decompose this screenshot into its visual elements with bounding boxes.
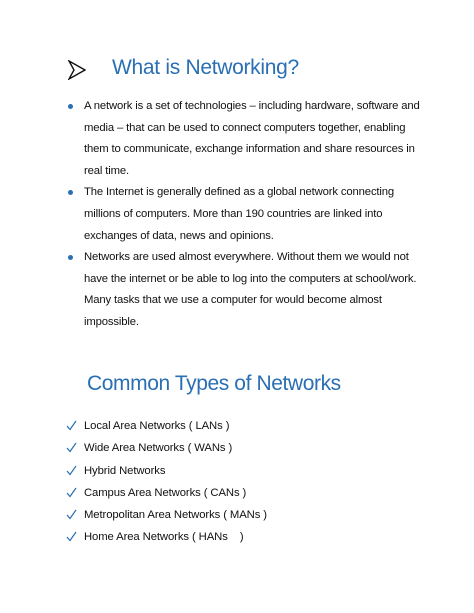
list-item [66,415,426,437]
checkmark-icon [66,509,77,520]
bullet-line: Many tasks that we use a computer for would become almost [84,294,382,307]
checkmark-icon [66,420,77,431]
bullet-line: impossible. [84,315,139,328]
bullet-line: millions of computers. More than 190 countries are linked into [84,207,383,220]
list-item [66,526,426,548]
bullet-line: have the internet or be able to log into the computers at school/work. [84,272,417,285]
bullet-line: Networks are used almost everywhere. Without them we would not [84,251,409,264]
list-item-label: Campus Area Networks ( CANs ) [84,486,247,499]
checkmark-icon [66,531,77,542]
bullet-line: them to communicate, exchange information and share resources in [84,143,415,156]
bullet-line: A network is a set of technologies – including hardware, software and [84,100,420,112]
section-heading-networking [68,56,448,88]
dot-icon [68,104,73,109]
list-item-label: Home Area Networks ( HANs ) [84,531,244,544]
bullet-item [66,247,436,333]
list-item-label: Hybrid Networks [84,464,166,477]
bullet-line: media – that can be used to connect computers together, enabling [84,121,406,134]
checkmark-icon [66,442,77,453]
list-item [66,460,426,482]
bullet-line: The Internet is generally defined as a global network connecting [84,186,395,199]
section-title: What is Networking? [112,56,299,79]
bullet-item [66,96,436,182]
list-item-label: Local Area Networks ( LANs ) [84,420,230,432]
list-item-label: Wide Area Networks ( WANs ) [84,442,233,455]
list-item [66,504,426,526]
section-title-network-types: Common Types of Networks [87,372,341,395]
list-item [66,482,426,504]
network-types-list [66,415,426,549]
dot-icon [68,255,73,260]
arrow-right-icon [68,60,86,80]
bullet-line: exchanges of data, news and opinions. [84,229,274,242]
bullet-list [66,96,436,334]
checkmark-icon [66,465,77,476]
checkmark-icon [66,487,77,498]
list-item [66,437,426,459]
dot-icon [68,190,73,195]
list-item-label: Metropolitan Area Networks ( MANs ) [84,509,267,522]
bullet-line: real time. [84,164,129,177]
bullet-item [66,182,436,247]
